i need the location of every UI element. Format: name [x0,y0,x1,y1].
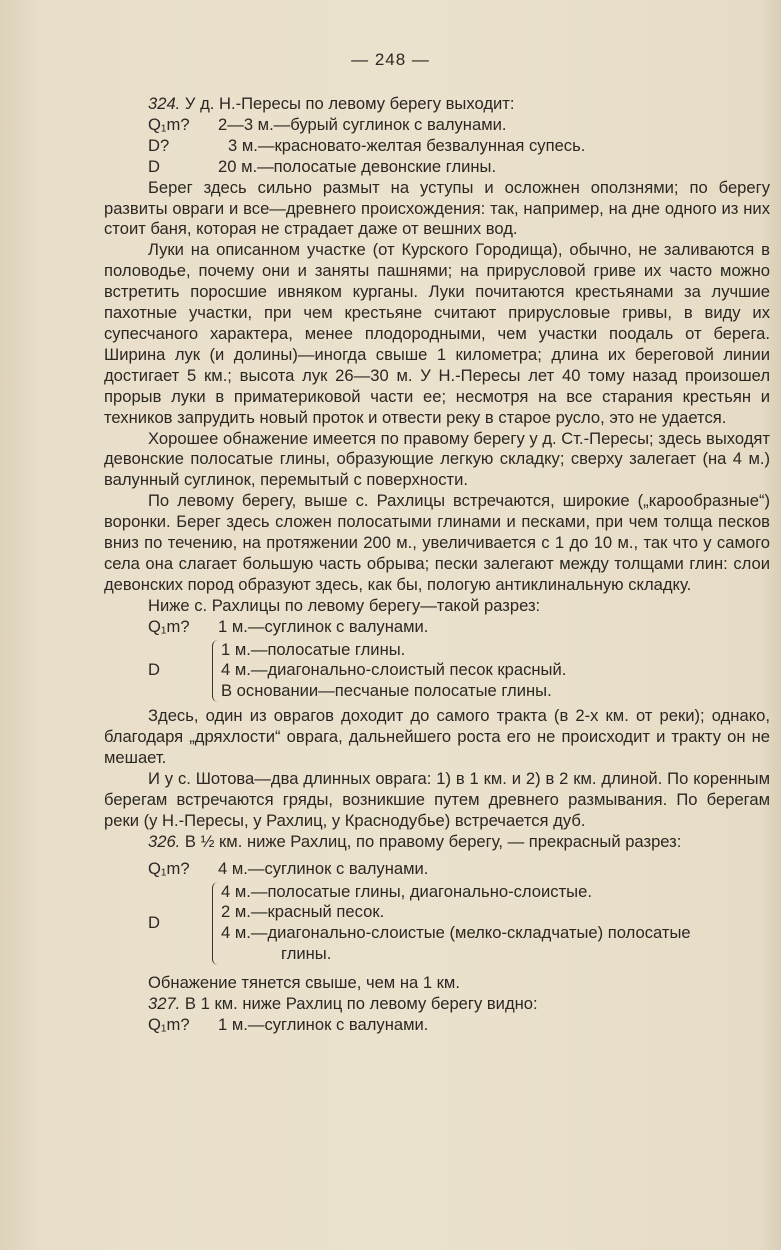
paragraph: Обнажение тянется свыше, чем на 1 км. [148,973,460,993]
section-326-layers [104,859,770,880]
layer-group [104,882,770,966]
layer-row [148,136,770,157]
section-heading: Ниже с. Рахлицы по левому берегу—такой разрез: [148,595,541,615]
layer-row [148,157,770,178]
paragraph: Хорошее обнажение имеется по правому берегу у д. Ст.-Пересы; здесь выходят девонские полосатые глины, образующие легкую складку; сверху залегает (на 4 м.) валунный суглинок, перемытый с поверхности. [104,428,770,490]
layer-group-index: D [148,660,160,680]
section-layers [104,617,770,638]
layer-row [148,859,770,880]
page-number: — 248 — [351,50,430,69]
paragraph: По левому берегу, выше с. Рахлицы встречаются, широкие („карообразные“) воронки. Берег здесь сложен полосатыми глинами и песками, при чем толща песков вниз по течению, на протяжении 200 м., увеличивается с 1 до 10 м., так что у самого села она слагает большую часть обрыва; пески залегают между толщами глин: слои девонских пород образуют здесь, как бы, пологую антиклинальную складку. [104,491,770,594]
layer-group-lines [212,882,691,966]
layer-text: 3 м.—красновато-желтая безвалунная супесь. [228,135,586,155]
layer-text: 4 м.—суглинок с валунами. [218,858,429,878]
layer-group-lines [212,640,566,703]
paragraph: Берег здесь сильно размыт на уступы и осложнен оползнями; по берегу развиты овраги и все—древнего происхождения: так, например, на дне одного из них стоит баня, которая не страдает даже от вешних вод. [104,177,770,239]
layer-text: глины. [281,944,332,964]
layer-row [148,617,770,638]
layer-text: 20 м.—полосатые девонские глины. [218,156,497,176]
layer-text: 4 м.—полосатые глины, диагонально-слоистые. [221,881,592,901]
layer-index: Q₁m? [148,1014,190,1034]
paragraph: И у с. Шотова—два длинных оврага: 1) в 1 км. и 2) в 2 км. длиной. По коренным берегам встречаются гряды, возникшие путем древнего размывания. По берегам реки (у Н.-Пересы, у Рахлиц, у Краснодубье) встречается дуб. [104,769,770,830]
layer-index: Q₁m? [148,114,190,134]
section-number: 326. [148,831,181,851]
layer-row [148,1015,770,1036]
section-327-layers [104,1015,770,1036]
heading-text: В 1 км. ниже Рахлиц по левому берегу видно: [184,994,538,1014]
layer-text: 4 м.—диагонально-слоистый песок красный. [221,660,567,680]
layer-group [104,640,770,703]
layer-text: 1 м.—полосатые глины. [221,639,406,659]
layer-text: В основании—песчаные полосатые глины. [221,681,552,701]
section-324-layers [104,115,770,178]
section-number: 327. [148,994,181,1014]
heading-text: У д. Н.-Пересы по левому берегу выходит: [184,94,515,113]
layer-index: D [148,156,160,176]
layer-index: Q₁m? [148,616,190,636]
section-327-heading [104,994,770,1015]
layer-row [148,115,770,136]
heading-text: В ½ км. ниже Рахлиц, по правому берегу, — прекрасный разрез: [184,831,682,851]
paragraph: Луки на описанном участке (от Курского Городища), обычно, не заливаются в половодье, почему они и заняты пашнями; на прирусловой гриве их часто можно встретить поросшие ивняком курганы. Луки почитаются крестьянами за лучшие пахотные участки, при чем крестьяне считают прирусловые гривы, в виду их супесчаного характера, менее плодородными, чем участки поодаль от берега. Ширина лук (и долины)—иногда свыше 1 километра; длина их береговой линии достигает 5 км.; высота лук 26—30 м. У Н.-Пересы лет 40 тому назад произошел прорыв луки в приматериковой части ее; несмотря на все старания крестьян и техников запрудить новый проток и отвести реку в старое русло, это не удается. [104,240,770,427]
layer-text: 1 м.—суглинок с валунами. [218,616,429,636]
layer-index: Q₁m? [148,858,190,878]
section-number: 324. [148,94,181,113]
layer-index: D? [148,135,170,155]
layer-group-index: D [148,912,160,932]
page-body [104,94,770,1036]
paragraph: Здесь, один из оврагов доходит до самого тракта (в 2-х км. от реки); однако, благодаря „дряхлости“ оврага, дальнейшего роста его не происходит и тракту он не мешает. [104,706,770,768]
section-326-heading [104,832,770,853]
layer-text: 1 м.—суглинок с валунами. [218,1014,429,1034]
layer-text: 4 м.—диагонально-слоистые (мелко-складчатые) полосатые [221,923,691,943]
layer-text: 2 м.—красный песок. [221,902,385,922]
layer-text: 2—3 м.—бурый суглинок с валунами. [218,114,507,134]
section-324-heading [104,94,770,115]
